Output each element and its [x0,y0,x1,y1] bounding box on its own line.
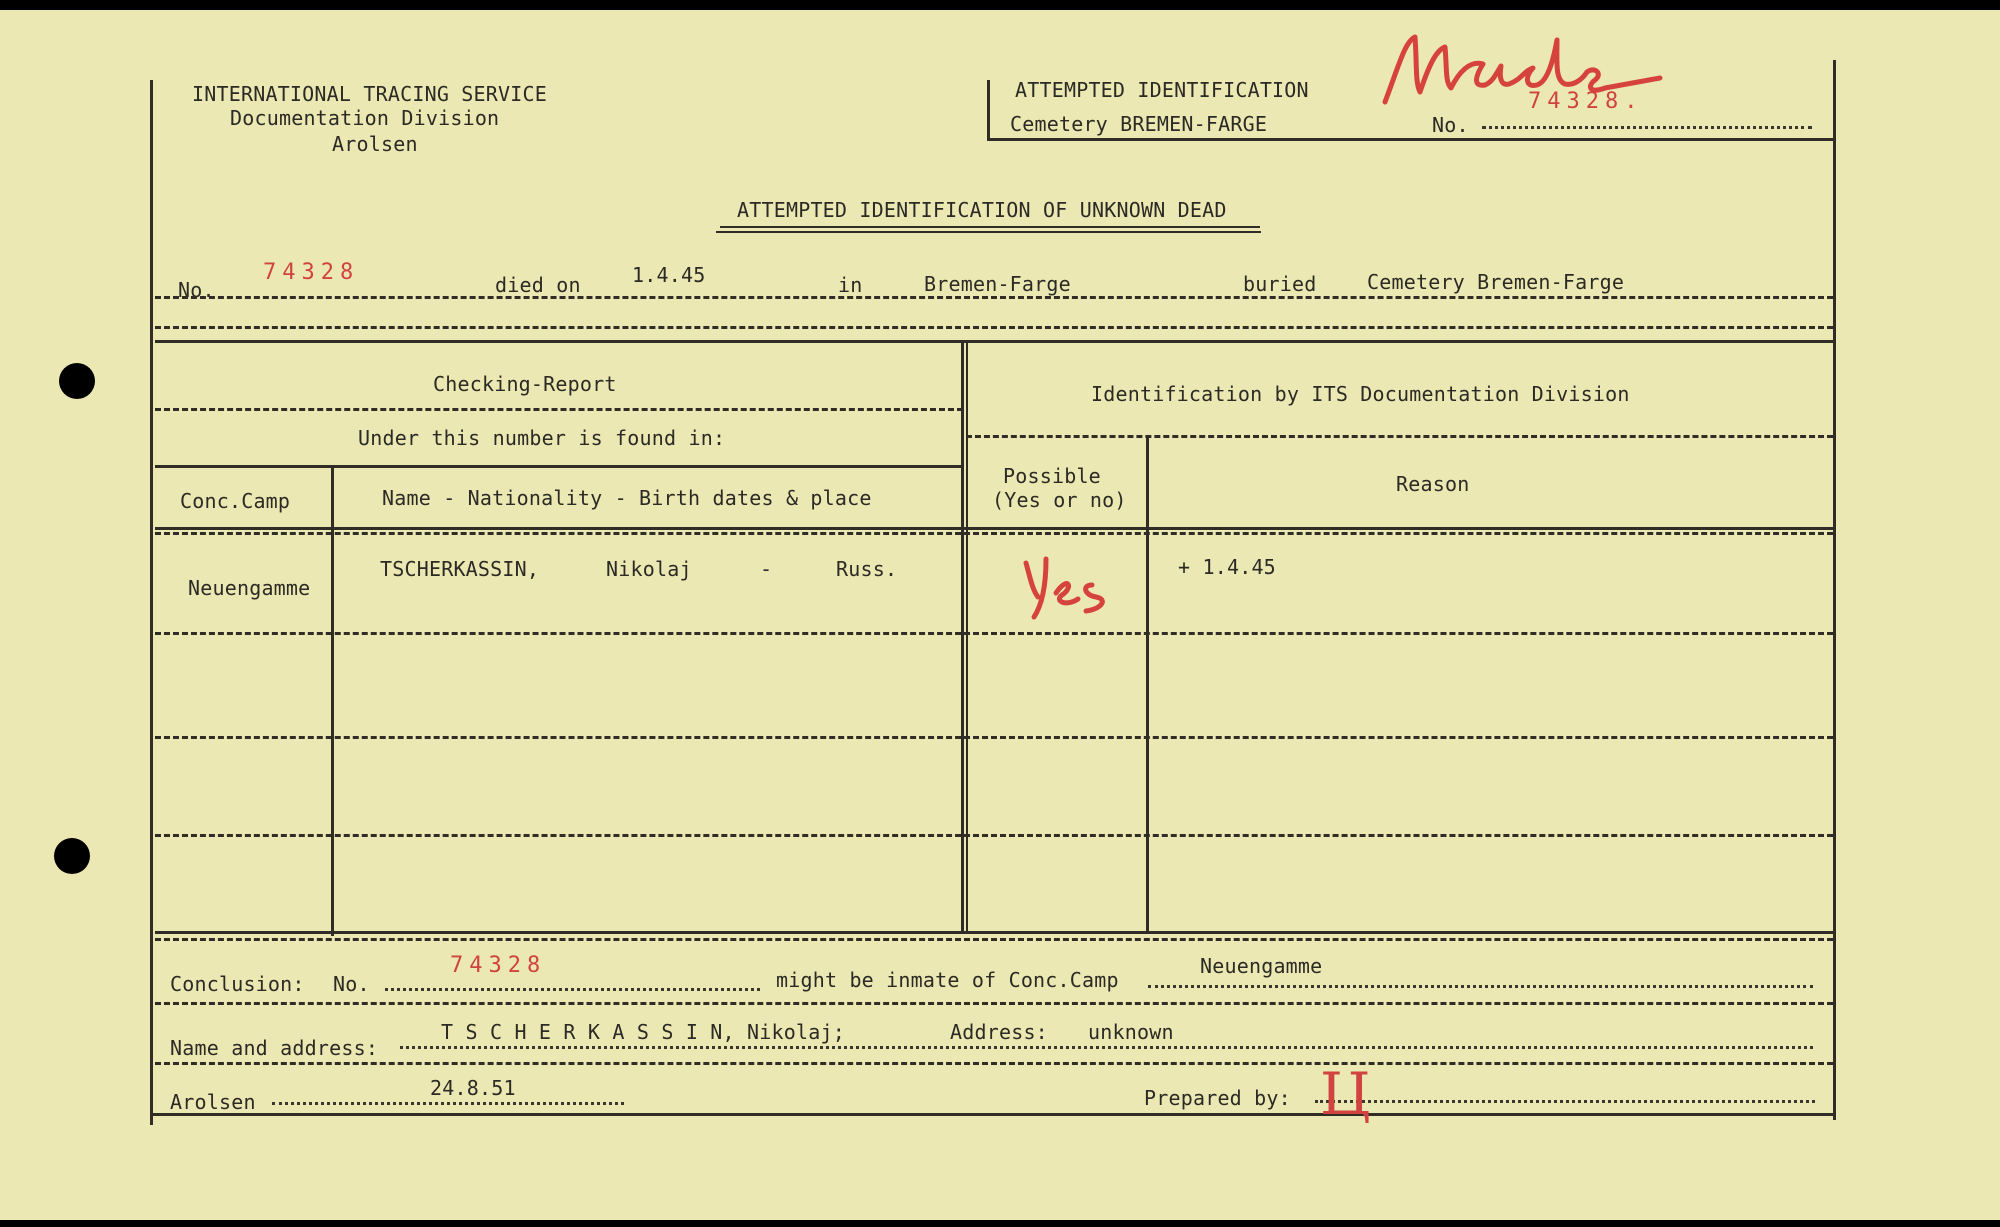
prepared-by-dots [1315,1100,1815,1103]
table-split-line-2 [966,343,968,933]
buried-value: Cemetery Bremen-Farge [1367,270,1625,294]
conclusion-line-1 [155,1002,1833,1005]
possible-column-subheader: (Yes or no) [992,488,1127,512]
conclusion-no-value: 74328 [450,953,547,978]
frame-right-line [1833,60,1836,1120]
might-be-inmate-label: might be inmate of Conc.Camp [776,968,1119,992]
table-split-line [961,343,964,933]
name-address-dots [400,1046,1813,1049]
possible-column-header: Possible [1003,464,1101,488]
header-no-dots [1482,126,1812,129]
left-header-line [155,408,963,411]
died-on-label: died on [495,273,581,297]
form-title: ATTEMPTED IDENTIFICATION OF UNKNOWN DEAD [737,198,1227,222]
row-line-2 [155,736,1833,739]
name-column-header: Name - Nationality - Birth dates & place [382,486,872,510]
header-box-cemetery: Cemetery BREMEN-FARGE [1010,112,1268,136]
buried-label: buried [1243,272,1317,296]
record-separator-2 [155,340,1833,343]
found-in-subheader: Under this number is found in: [358,426,726,450]
place-in-label: in [838,273,863,297]
camp-dots [1148,985,1813,988]
row-1-reason: + 1.4.45 [1178,555,1276,579]
address-label: Address: [950,1020,1048,1044]
reason-column-header: Reason [1396,472,1470,496]
date-dots [272,1102,624,1105]
conclusion-no-dots [385,988,760,991]
row-1-nationality: Russ. [836,557,898,581]
name-value: T S C H E R K A S S I N, Nikolaj; [441,1020,845,1044]
header-box-left-line [987,80,990,140]
row-1-dash: - [760,557,773,581]
record-no-value: 74328 [263,260,360,285]
checking-report-header: Checking-Report [433,372,617,396]
its-identification-header: Identification by ITS Documentation Division [1091,382,1630,406]
camp-column-header: Conc.Camp [180,489,291,513]
frame-bottom-line [150,1113,1835,1116]
right-header-line [966,435,1833,438]
died-on-value: 1.4.45 [632,263,706,287]
record-no-label: No. [178,278,215,302]
row-1-given-name: Nikolaj [606,557,692,581]
conclusion-camp-value: Neuengamme [1200,954,1323,978]
prepared-by-value: Ц [1320,1060,1371,1128]
header-box-title: ATTEMPTED IDENTIFICATION [1015,78,1309,102]
column-header-line-2 [155,532,1833,535]
conclusion-label: Conclusion: [170,972,305,996]
address-value: unknown [1088,1020,1174,1044]
row-line-1 [155,632,1833,635]
row-1-camp: Neuengamme [188,576,311,600]
org-location: Arolsen [332,132,418,156]
title-underline-1 [720,226,1260,228]
arolsen-label: Arolsen [170,1090,256,1114]
left-subheader-line [155,465,963,468]
org-name: INTERNATIONAL TRACING SERVICE [192,82,547,106]
org-division: Documentation Division [230,106,500,130]
header-box-no-label: No. [1432,113,1469,137]
conclusion-date: 24.8.51 [430,1076,516,1100]
conclusion-line-2 [155,1062,1833,1065]
header-box-bottom-line [987,138,1835,141]
header-box-no-value: 74328. [1528,89,1644,114]
prepared-by-label: Prepared by: [1144,1086,1291,1110]
possible-column-line [1146,438,1149,933]
row-1-surname: TSCHERKASSIN, [380,557,540,581]
name-address-label: Name and address: [170,1036,379,1060]
row-line-3 [155,834,1833,837]
row-1-possible-handwritten-yes [1012,545,1132,625]
handwritten-made-stamp [1375,22,1665,112]
record-underline [155,296,1833,299]
table-bottom-line-2 [155,938,1833,941]
table-bottom-line [155,931,1833,934]
column-header-line [155,527,1833,530]
identification-card [0,10,2000,1220]
place-value: Bremen-Farge [924,272,1071,296]
conclusion-no-label: No. [333,972,370,996]
frame-left-line [150,80,153,1125]
punch-hole-top [59,363,95,399]
title-underline-2 [716,231,1261,233]
camp-column-line [331,468,334,936]
punch-hole-bottom [54,838,90,874]
record-separator-1 [155,326,1833,329]
